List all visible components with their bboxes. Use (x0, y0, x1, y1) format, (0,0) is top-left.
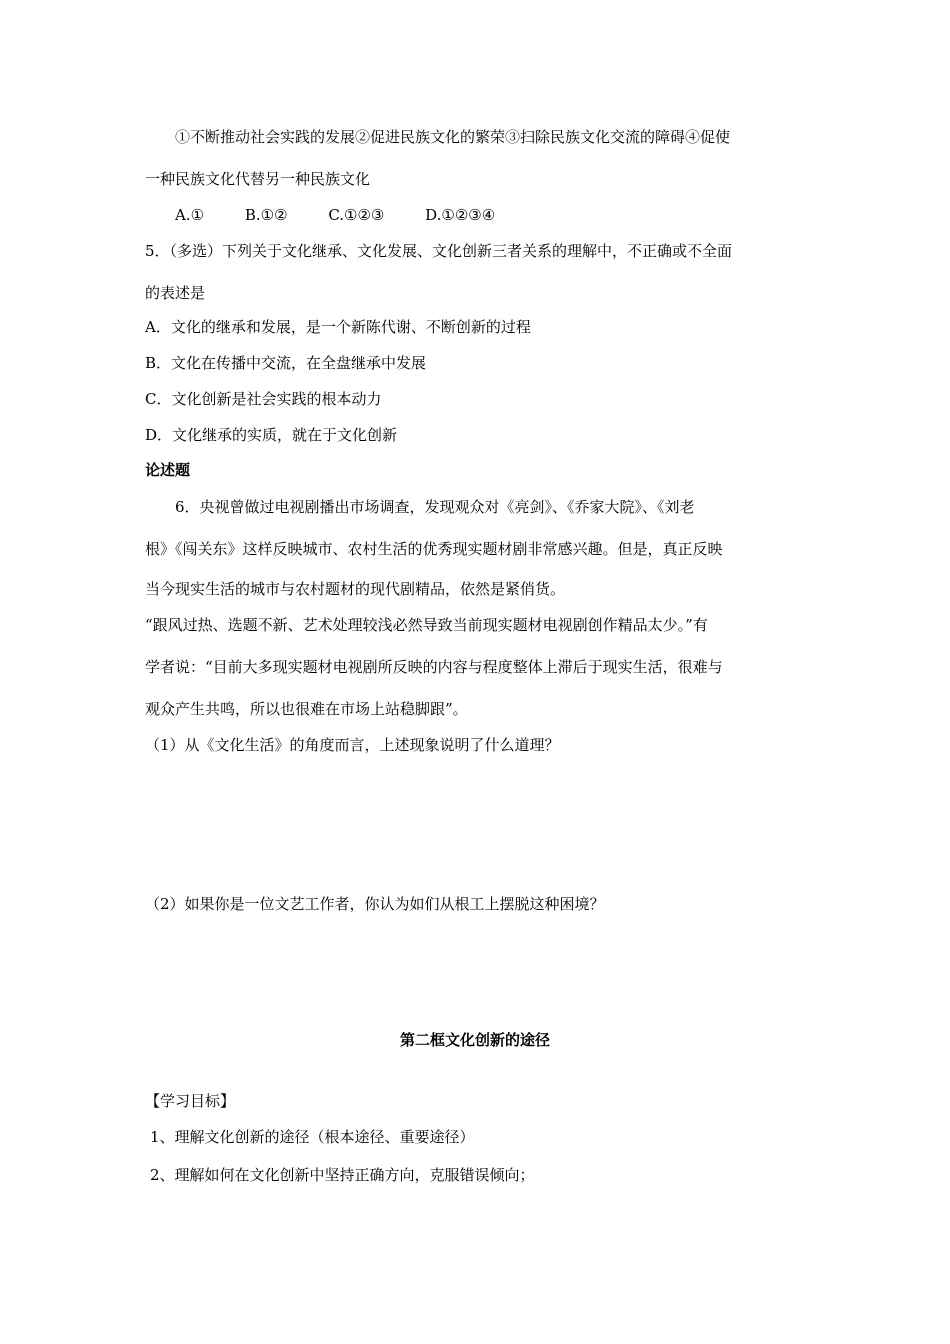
q4-option-b: B.①② (244, 206, 288, 224)
section-title: 第二框文化创新的途径 (399, 1031, 550, 1049)
q5-option-d: D．文化继承的实质，就在于文化创新 (145, 426, 398, 444)
learning-goals-heading: 【学习目标】 (145, 1092, 236, 1110)
q6-line-3: 当今现实生活的城市与农村题材的现代剧精品，依然是紧俏货。 (145, 580, 566, 598)
q6-sub-question-2: （2）如果你是一位文艺工作者，你认为如们从根工上摆脱这种困境？ (145, 895, 605, 913)
learning-goal-1: 1、理解文化创新的途径（根本途径、重要途径） (150, 1128, 475, 1146)
q4-statement-line-2: 一种民族文化代替另一种民族文化 (145, 170, 371, 188)
q4-option-d: D.①②③④ (425, 206, 496, 224)
q6-sub-question-1: （1）从《文化生活》的角度而言，上述现象说明了什么道理？ (145, 736, 560, 754)
essay-heading: 论述题 (145, 461, 191, 479)
q5-question-line-1: 5．（多选）下列关于文化继承、文化发展、文化创新三者关系的理解中，不正确或不全面 (145, 242, 733, 260)
q4-statement-line-1: ①不断推动社会实践的发展②促进民族文化的繁荣③扫除民族文化交流的障碍④促使 (175, 128, 731, 146)
q4-option-a: A.① (175, 206, 205, 224)
q5-option-b: B．文化在传播中交流，在全盘继承中发展 (145, 354, 427, 372)
q6-line-5: 学者说：“目前大多现实题材电视剧所反映的内容与程度整体上滞后于现实生活，很难与 (145, 658, 723, 676)
q6-line-6: 观众产生共鸣，所以也很难在市场上站稳脚跟”。 (145, 700, 468, 718)
q5-question-line-2: 的表述是 (145, 284, 206, 302)
q5-option-a: A．文化的继承和发展，是一个新陈代谢、不断创新的过程 (145, 318, 531, 336)
q4-option-c: C.①②③ (328, 206, 385, 224)
q5-option-c: C．文化创新是社会实践的根本动力 (145, 390, 382, 408)
learning-goal-2: 2、理解如何在文化创新中坚持正确方向，克服错误倾向； (150, 1166, 535, 1184)
q6-line-2: 根》《闯关东》这样反映城市、农村生活的优秀现实题材剧非常感兴趣。但是，真正反映 (145, 540, 723, 558)
q6-line-4: “跟风过热、选题不新、艺术处理较浅必然导致当前现实题材电视剧创作精品太少。”有 (145, 616, 708, 634)
q4-options (175, 205, 495, 225)
q6-line-1: 6．央视曾做过电视剧播出市场调查，发现观众对《亮剑》、《乔家大院》、《刘老 (175, 498, 695, 516)
